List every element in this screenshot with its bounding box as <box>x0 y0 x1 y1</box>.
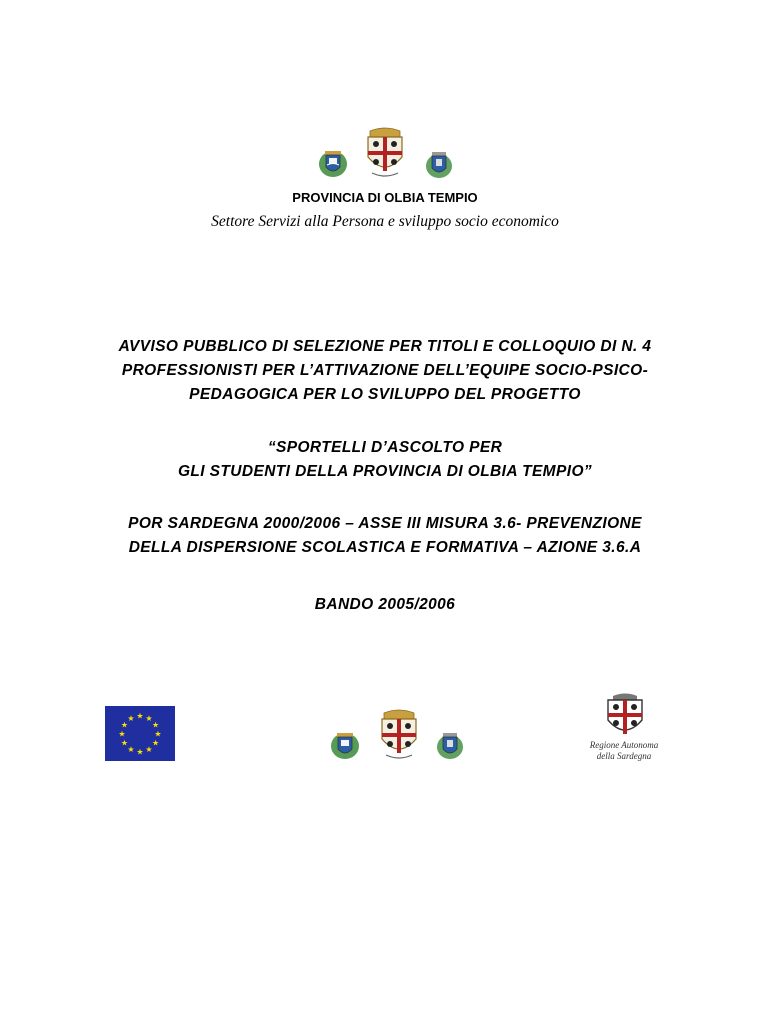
eu-star-icon: ★ <box>145 745 153 755</box>
sardinia-crest-icon <box>376 709 422 761</box>
eu-star-icon: ★ <box>154 729 162 739</box>
province-name: PROVINCIA DI OLBIA TEMPIO <box>292 190 478 205</box>
eu-star-icon: ★ <box>145 713 153 723</box>
olbia-crest-icon <box>316 145 350 179</box>
funding-info-line: DELLA DISPERSIONE SCOLASTICA E FORMATIVA – AZIONE 3.6.A <box>128 539 642 556</box>
notice-title <box>0 335 770 407</box>
eu-flag-icon <box>105 706 175 761</box>
eu-star-icon: ★ <box>120 738 128 748</box>
tempio-crest-icon <box>423 148 455 180</box>
eu-star-icon: ★ <box>152 738 160 748</box>
bando-year: BANDO 2005/2006 <box>314 596 456 613</box>
sardinia-crest-icon <box>362 127 408 179</box>
sector-name: Settore Servizi alla Persona e sviluppo socio economico <box>211 213 559 230</box>
eu-star-icon: ★ <box>152 720 160 730</box>
olbia-crest-icon <box>328 727 362 761</box>
notice-title-line: PEDAGOGICA PER LO SVILUPPO DEL PROGETTO <box>189 386 581 403</box>
ras-logo-text <box>586 740 662 762</box>
eu-star-icon: ★ <box>136 711 144 721</box>
eu-star-icon: ★ <box>127 745 135 755</box>
eu-star-icon: ★ <box>127 713 135 723</box>
eu-star-icon: ★ <box>136 747 144 757</box>
project-name-line: “SPORTELLI D’ASCOLTO PER <box>267 439 503 456</box>
eu-star-icon: ★ <box>118 729 126 739</box>
project-name-line: GLI STUDENTI DELLA PROVINCIA DI OLBIA TEMPIO” <box>177 463 593 480</box>
tempio-crest-icon <box>434 729 466 761</box>
funding-info-line: POR SARDEGNA 2000/2006 – ASSE III MISURA 3.6- PREVENZIONE <box>128 515 642 532</box>
ras-logo-icon <box>603 692 647 740</box>
project-name <box>0 436 770 484</box>
notice-title-line: PROFESSIONISTI PER L’ATTIVAZIONE DELL’EQUIPE SOCIO-PSICO- <box>121 362 649 379</box>
ras-logo-text-line: della Sardegna <box>596 751 652 761</box>
eu-star-icon: ★ <box>120 720 128 730</box>
notice-title-line: AVVISO PUBBLICO DI SELEZIONE PER TITOLI E COLLOQUIO DI N. 4 <box>118 338 652 355</box>
ras-logo-text-line: Regione Autonoma <box>589 740 659 750</box>
funding-info <box>0 512 770 560</box>
